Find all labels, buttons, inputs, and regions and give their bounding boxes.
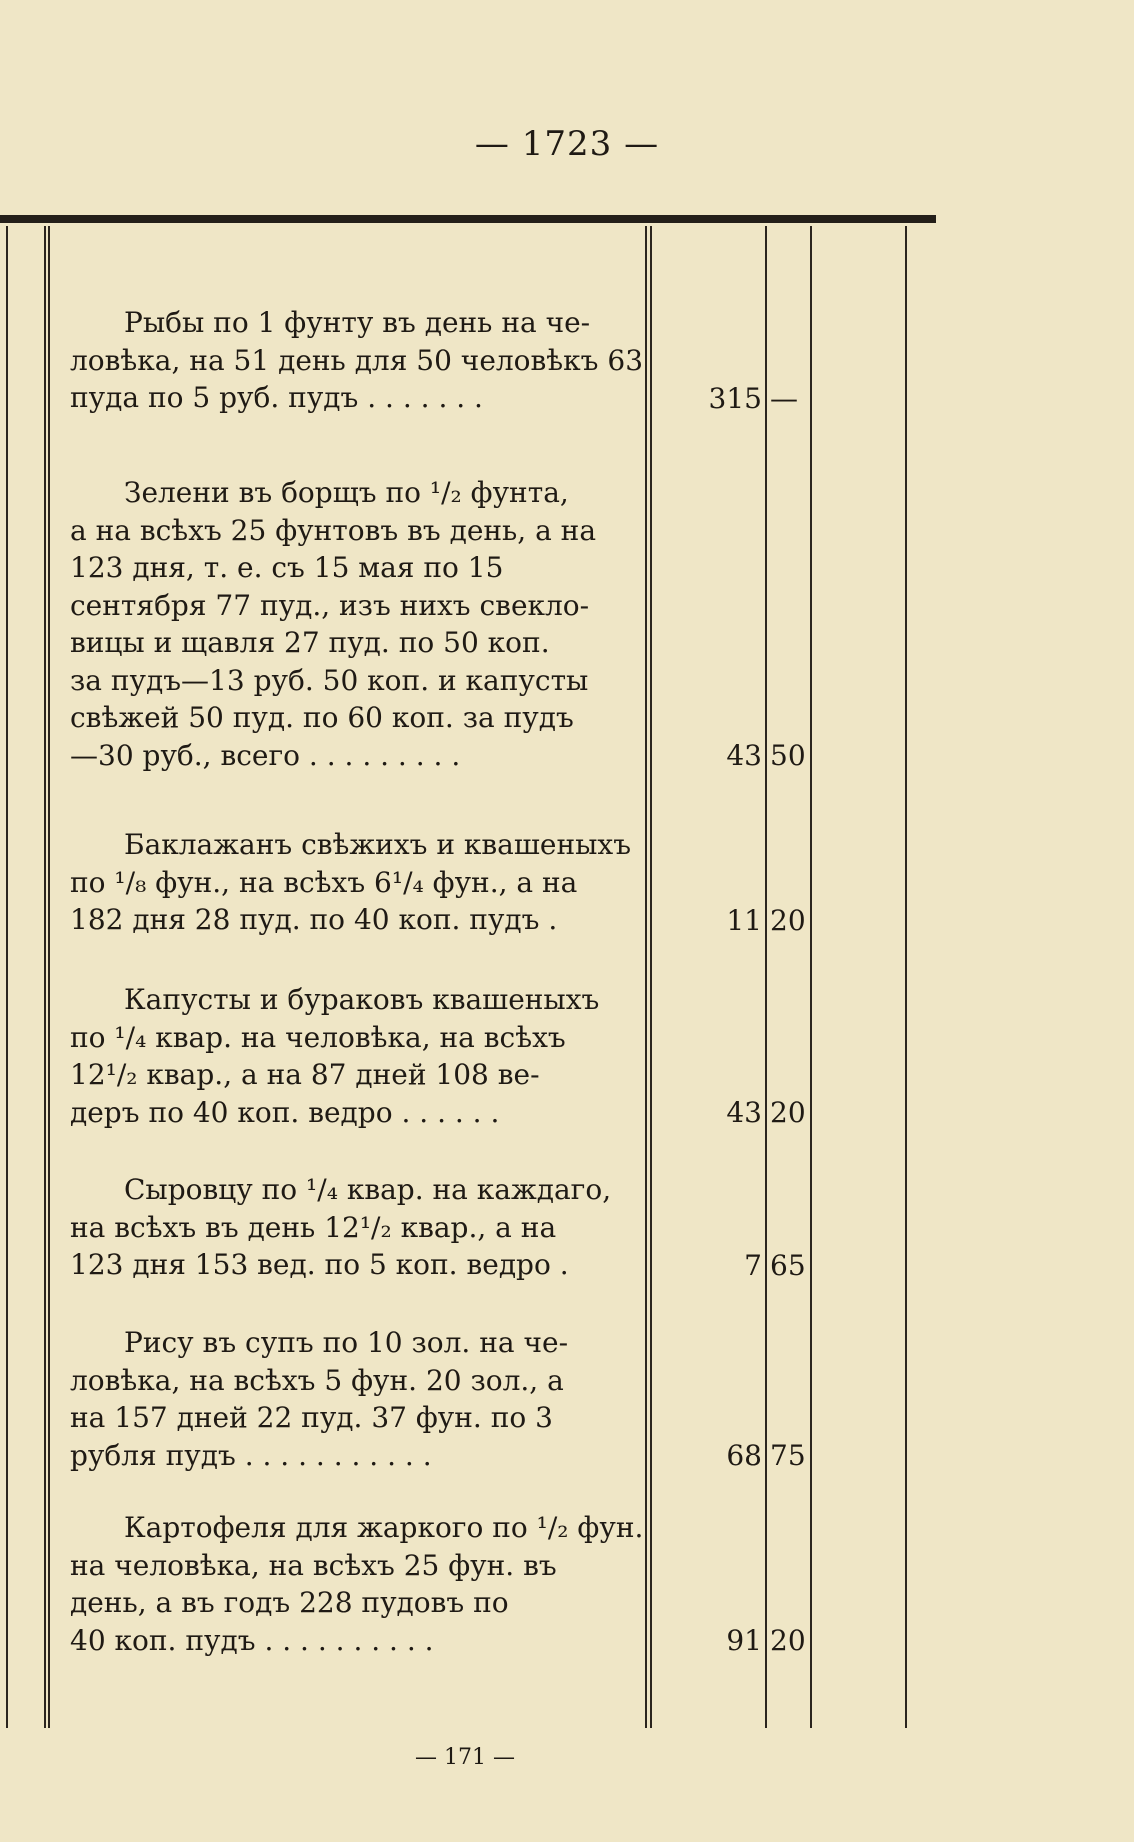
- rubles-value: 11: [726, 903, 762, 937]
- entry-line: 123 дня 153 вед. по 5 коп. ведро .: [70, 1248, 569, 1281]
- sheet-number-footer: — 171 —: [415, 1745, 515, 1770]
- kopecks-value: 50: [770, 738, 806, 772]
- ledger-entry: [0, 1171, 915, 1284]
- entry-description: [70, 1324, 630, 1474]
- kopecks-value: —: [770, 381, 798, 415]
- ledger-table: [0, 226, 915, 1728]
- ledger-entry: [0, 1324, 915, 1474]
- entry-line: 12¹/₂ квар., а на 87 дней 108 ве-: [70, 1058, 540, 1091]
- header-rule: [0, 215, 936, 223]
- entry-description: [70, 1171, 630, 1284]
- entry-line: Капусты и бураковъ квашеныхъ: [124, 983, 600, 1016]
- entry-line: на всѣхъ въ день 12¹/₂ квар., а на: [70, 1210, 557, 1244]
- column-rule: [6, 226, 8, 1728]
- column-rule: [765, 226, 767, 1728]
- entry-line: Рису въ супъ по 10 зол. на че-: [124, 1326, 569, 1359]
- ledger-entry: [0, 981, 915, 1131]
- entry-line: вицы и щавля 27 пуд. по 50 коп.: [70, 626, 550, 659]
- column-rule: [905, 226, 907, 1728]
- entry-description: [70, 981, 630, 1131]
- rubles-value: 68: [726, 1438, 762, 1472]
- ledger-entry: [0, 1509, 915, 1659]
- column-rule: [48, 226, 50, 1728]
- rubles-value: 91: [726, 1623, 762, 1657]
- rubles-value: 43: [726, 1095, 762, 1129]
- entry-description: [70, 304, 644, 417]
- ledger-entry: [0, 304, 915, 417]
- entry-line: по ¹/₈ фун., на всѣхъ 6¹/₄ фун., а на: [70, 865, 578, 899]
- entry-line: Зелени въ борщъ по ¹/₂ фунта,: [124, 476, 569, 509]
- column-rule: [810, 226, 812, 1728]
- entry-line: —30 руб., всего . . . . . . . . .: [70, 738, 461, 772]
- entry-line: пуда по 5 руб. пудъ . . . . . . .: [70, 381, 483, 414]
- rubles-value: 7: [744, 1248, 762, 1282]
- page-number-header: — 1723 —: [474, 124, 660, 164]
- kopecks-value: 20: [770, 903, 806, 937]
- rubles-value: 315: [708, 381, 762, 415]
- entry-description: [70, 826, 630, 939]
- ledger-entry: [0, 474, 915, 774]
- kopecks-value: 75: [770, 1438, 806, 1472]
- entry-line: ловѣка, на всѣхъ 5 фун. 20 зол., а: [70, 1363, 564, 1397]
- entry-line: Баклажанъ свѣжихъ и квашеныхъ: [124, 828, 632, 861]
- entry-line: ловѣка, на 51 день для 50 человѣкъ 63: [70, 343, 644, 377]
- rubles-value: 43: [726, 738, 762, 772]
- entry-line: деръ по 40 коп. ведро . . . . . .: [70, 1095, 500, 1129]
- column-rule: [645, 226, 647, 1728]
- entry-line: Рыбы по 1 фунту въ день на че-: [124, 306, 591, 339]
- kopecks-value: 20: [770, 1623, 806, 1657]
- entry-line: свѣжей 50 пуд. по 60 коп. за пудъ: [70, 701, 574, 734]
- ledger-entry: [0, 826, 915, 939]
- entry-line: 40 коп. пудъ . . . . . . . . . .: [70, 1623, 434, 1657]
- entry-line: за пудъ—13 руб. 50 коп. и капусты: [70, 663, 589, 697]
- entry-line: на человѣка, на всѣхъ 25 фун. въ: [70, 1548, 557, 1582]
- entry-line: на 157 дней 22 пуд. 37 фун. по 3: [70, 1401, 553, 1434]
- column-rule: [650, 226, 652, 1728]
- kopecks-value: 65: [770, 1248, 806, 1282]
- entry-line: сентября 77 пуд., изъ нихъ свекло-: [70, 588, 590, 622]
- kopecks-value: 20: [770, 1095, 806, 1129]
- entry-line: Картофеля для жаркого по ¹/₂ фун.: [124, 1511, 644, 1544]
- entry-description: [70, 474, 630, 774]
- entry-line: день, а въ годъ 228 пудовъ по: [70, 1586, 509, 1619]
- entry-line: по ¹/₄ квар. на человѣка, на всѣхъ: [70, 1020, 566, 1054]
- entry-line: Сыровцу по ¹/₄ квар. на каждаго,: [124, 1173, 612, 1206]
- entry-line: рубля пудъ . . . . . . . . . . .: [70, 1438, 432, 1472]
- entry-line: а на всѣхъ 25 фунтовъ въ день, а на: [70, 513, 597, 547]
- entry-line: 123 дня, т. е. съ 15 мая по 15: [70, 551, 504, 584]
- column-rule: [44, 226, 46, 1728]
- entry-description: [70, 1509, 644, 1659]
- entry-line: 182 дня 28 пуд. по 40 коп. пудъ .: [70, 903, 558, 936]
